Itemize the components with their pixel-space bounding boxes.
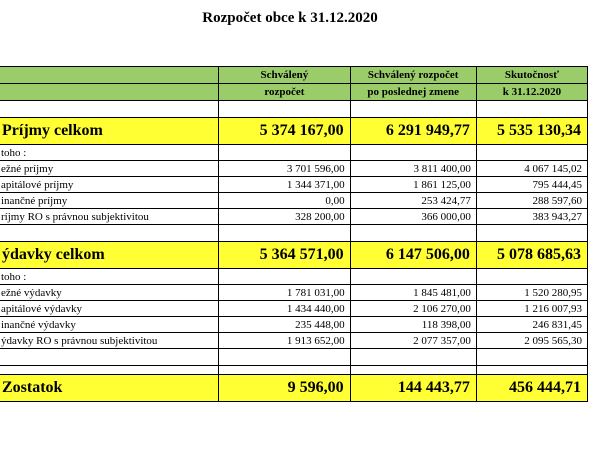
row-approved: 1 434 440,00: [219, 301, 350, 317]
table-row: [0, 301, 588, 317]
header-row-1: [0, 67, 588, 84]
row-amended: 1 845 481,00: [350, 285, 476, 301]
header-actual-sub: k 31.12.2020: [476, 84, 587, 101]
balance-approved: 9 596,00: [219, 375, 350, 402]
row-amended: 366 000,00: [350, 209, 476, 225]
header-approved-sub: rozpočet: [219, 84, 350, 101]
income-total-actual: 5 535 130,34: [476, 118, 587, 145]
row-amended: 1 861 125,00: [350, 177, 476, 193]
row-amended: 118 398,00: [350, 317, 476, 333]
row-approved: 3 701 596,00: [219, 161, 350, 177]
row-approved: 1 913 652,00: [219, 333, 350, 349]
row-label: apitálové príjmy: [0, 177, 219, 193]
row-actual: 2 095 565,30: [476, 333, 587, 349]
income-of-which-row: [0, 145, 588, 161]
budget-table: [0, 66, 588, 402]
header-approved: Schválený: [219, 67, 350, 84]
expenses-of-which-row: [0, 269, 588, 285]
row-actual: 795 444,45: [476, 177, 587, 193]
table-row: [0, 161, 588, 177]
table-row: [0, 193, 588, 209]
row-label: ežné výdavky: [0, 285, 219, 301]
row-amended: 3 811 400,00: [350, 161, 476, 177]
balance-actual: 456 444,71: [476, 375, 587, 402]
income-total-label: Príjmy celkom: [0, 118, 219, 145]
expenses-total-amended: 6 147 506,00: [350, 242, 476, 269]
row-actual: 288 597,60: [476, 193, 587, 209]
row-actual: 383 943,27: [476, 209, 587, 225]
header-amended: Schválený rozpočet: [350, 67, 476, 84]
row-actual: 1 520 280,95: [476, 285, 587, 301]
income-total-row: [0, 118, 588, 145]
expenses-of-which-label: toho :: [0, 269, 219, 285]
expenses-total-label: ýdavky celkom: [0, 242, 219, 269]
income-of-which-label: toho :: [0, 145, 219, 161]
row-actual: 246 831,45: [476, 317, 587, 333]
expenses-total-row: [0, 242, 588, 269]
page-title: Rozpočet obce k 31.12.2020: [202, 10, 378, 26]
spacer-row: [0, 225, 588, 242]
balance-amended: 144 443,77: [350, 375, 476, 402]
row-label: apitálové výdavky: [0, 301, 219, 317]
row-amended: 2 077 357,00: [350, 333, 476, 349]
table-row: [0, 333, 588, 349]
expenses-total-approved: 5 364 571,00: [219, 242, 350, 269]
row-actual: 1 216 007,93: [476, 301, 587, 317]
row-amended: 2 106 270,00: [350, 301, 476, 317]
header-empty-cell: [0, 84, 219, 101]
header-row-2: [0, 84, 588, 101]
row-approved: 235 448,00: [219, 317, 350, 333]
table-row: [0, 177, 588, 193]
table-row: [0, 285, 588, 301]
row-actual: 4 067 145,02: [476, 161, 587, 177]
row-approved: 1 344 371,00: [219, 177, 350, 193]
row-approved: 1 781 031,00: [219, 285, 350, 301]
income-total-amended: 6 291 949,77: [350, 118, 476, 145]
row-label: ežné príjmy: [0, 161, 219, 177]
row-amended: 253 424,77: [350, 193, 476, 209]
row-label: inančné výdavky: [0, 317, 219, 333]
spacer-row: [0, 366, 588, 375]
spacer-row: [0, 349, 588, 366]
expenses-total-actual: 5 078 685,63: [476, 242, 587, 269]
table-row: [0, 209, 588, 225]
balance-label: Zostatok: [0, 375, 219, 402]
spacer-row: [0, 101, 588, 118]
row-label: inančné príjmy: [0, 193, 219, 209]
income-total-approved: 5 374 167,00: [219, 118, 350, 145]
table-row: [0, 317, 588, 333]
header-amended-sub: po poslednej zmene: [350, 84, 476, 101]
row-approved: 328 200,00: [219, 209, 350, 225]
balance-row: [0, 375, 588, 402]
row-label: ríjmy RO s právnou subjektivitou: [0, 209, 219, 225]
row-approved: 0,00: [219, 193, 350, 209]
header-actual: Skutočnosť: [476, 67, 587, 84]
header-empty-cell: [0, 67, 219, 84]
row-label: ýdavky RO s právnou subjektivitou: [0, 333, 219, 349]
